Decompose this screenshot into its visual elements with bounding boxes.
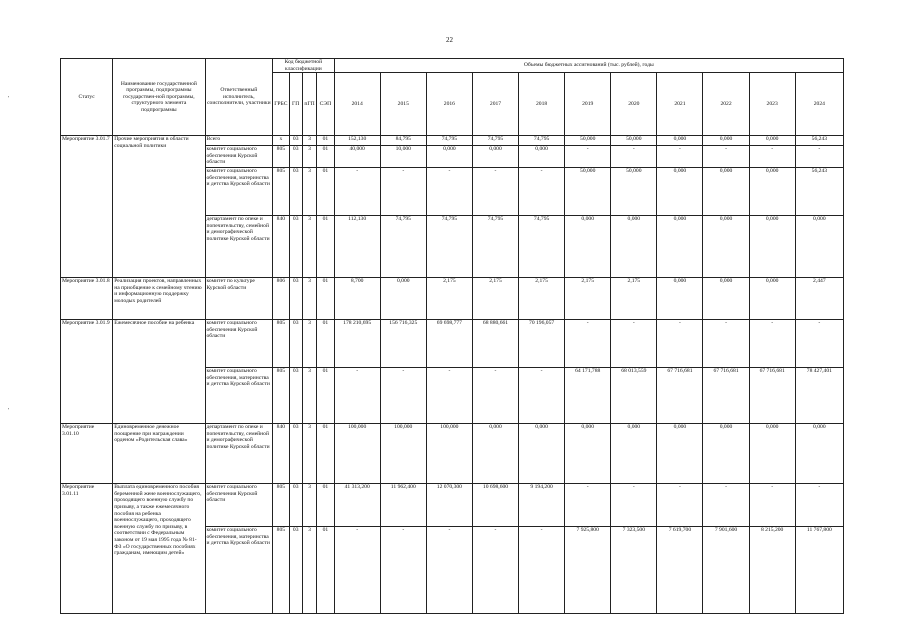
code-cell: 3 [302, 146, 316, 168]
value-cell: 74,795 [519, 216, 565, 278]
value-cell: 0,000 [472, 146, 518, 168]
code-cell: 03 [289, 424, 302, 484]
value-cell: 50,000 [611, 168, 657, 216]
header-year: 2021 [657, 73, 703, 136]
value-cell: 2,175 [472, 278, 518, 320]
value-cell: 69 698,777 [426, 320, 472, 368]
code-cell: 03 [289, 216, 302, 278]
code-cell: 01 [317, 146, 334, 168]
value-cell: 0,000 [795, 216, 843, 278]
value-cell: 0,000 [703, 136, 749, 146]
responsible-cell: комитет по культуре Курской области [205, 278, 273, 320]
value-cell: - [380, 168, 426, 216]
value-cell: - [519, 168, 565, 216]
value-cell: - [795, 484, 843, 527]
value-cell: 156 716,325 [380, 320, 426, 368]
header-year: 2024 [795, 73, 843, 136]
header-year: 2018 [519, 73, 565, 136]
value-cell: 10,000 [380, 146, 426, 168]
code-cell: 03 [289, 320, 302, 368]
value-cell: 67 716,681 [703, 368, 749, 424]
name-cell: Прочие мероприятия в области социальной политики [113, 136, 205, 278]
value-cell: - [519, 527, 565, 614]
value-cell: 40,000 [334, 146, 380, 168]
code-cell: 805 [273, 484, 289, 527]
code-cell: 01 [317, 424, 334, 484]
name-cell: Выплата единовременного пособия беременной жене военнослужащего, проходящего военную службу по призыву, а также ежемесячного пособия на ребенка военнослужащего, проходящего военную службу по призыву, в соответствии с Федеральным законом от 19 мая 1995 года № 81-ФЗ «О государственных пособиях гражданам, имеющим детей» [113, 484, 205, 614]
header-code-group: Код бюджетной классификации [273, 59, 334, 73]
header-year: 2022 [703, 73, 749, 136]
value-cell: - [519, 368, 565, 424]
value-cell: 78 427,401 [795, 368, 843, 424]
code-cell: 3 [302, 136, 316, 146]
value-cell: 0,000 [703, 424, 749, 484]
value-cell: - [749, 146, 795, 168]
code-cell: 01 [317, 527, 334, 614]
code-cell: 840 [273, 216, 289, 278]
value-cell: 0,000 [657, 424, 703, 484]
responsible-cell: комитет социального обеспечения Курской области [205, 320, 273, 368]
value-cell: 0,000 [749, 278, 795, 320]
header-year: 2015 [380, 73, 426, 136]
value-cell: 10 698,600 [472, 484, 518, 527]
value-cell: 0,000 [749, 168, 795, 216]
value-cell: 50,000 [611, 136, 657, 146]
value-cell: 0,000 [472, 424, 518, 484]
value-cell: - [703, 320, 749, 368]
responsible-cell: комитет социального обеспечения, материнства и детства Курской области [205, 527, 273, 614]
header-year: 2023 [749, 73, 795, 136]
value-cell: - [334, 168, 380, 216]
table-row [61, 320, 844, 368]
value-cell: 0,000 [749, 424, 795, 484]
responsible-cell: комитет социального обеспечения Курской области [205, 484, 273, 527]
value-cell: 74,795 [472, 216, 518, 278]
code-cell: 805 [273, 527, 289, 614]
responsible-cell: комитет социального обеспечения, материнства и детства Курской области [205, 368, 273, 424]
header-code-col: пГП [302, 73, 316, 136]
code-cell: 805 [273, 368, 289, 424]
value-cell: 0,000 [749, 216, 795, 278]
responsible-cell: комитет социального обеспечения Курской области [205, 146, 273, 168]
status-cell: Мероприятие 3.01.10 [61, 424, 113, 484]
header-code-col: СЭП [317, 73, 334, 136]
value-cell: - [380, 527, 426, 614]
value-cell: 0,000 [749, 136, 795, 146]
code-cell: 3 [302, 424, 316, 484]
value-cell: 100,000 [334, 424, 380, 484]
value-cell: - [657, 320, 703, 368]
header-code-col: ГРБС [273, 73, 289, 136]
value-cell: 178 210,695 [334, 320, 380, 368]
code-cell: 03 [289, 278, 302, 320]
value-cell: 0,000 [795, 424, 843, 484]
responsible-cell: департамент по опеке и попечительству, семейной и демографической политике Курской области [205, 424, 273, 484]
value-cell: 0,000 [703, 278, 749, 320]
value-cell: 68 013,559 [611, 368, 657, 424]
value-cell: - [334, 368, 380, 424]
code-cell: 805 [273, 168, 289, 216]
name-cell: Ежемесячное пособие на ребенка [113, 320, 205, 424]
header-year: 2016 [426, 73, 472, 136]
responsible-cell: департамент по опеке и попечительству, семейной и демографической политике Курской области [205, 216, 273, 278]
header-responsible: Ответственный исполнитель, соисполнители, участники [205, 59, 273, 136]
code-cell: 3 [302, 278, 316, 320]
value-cell: - [795, 146, 843, 168]
value-cell: 0,000 [703, 216, 749, 278]
value-cell: 74,795 [519, 136, 565, 146]
status-cell: Мероприятие 3.01.9 [61, 320, 113, 424]
code-cell: 01 [317, 168, 334, 216]
code-cell: 840 [273, 424, 289, 484]
code-cell: 03 [289, 136, 302, 146]
header-status: Статус [61, 59, 113, 136]
responsible-cell: Всего [205, 136, 273, 146]
header-year: 2017 [472, 73, 518, 136]
value-cell: 74,795 [426, 216, 472, 278]
value-cell: - [611, 484, 657, 527]
value-cell: 50,000 [565, 168, 611, 216]
value-cell: - [795, 320, 843, 368]
header-year: 2020 [611, 73, 657, 136]
code-cell: 3 [302, 216, 316, 278]
value-cell: - [472, 368, 518, 424]
value-cell: 8,700 [334, 278, 380, 320]
value-cell: 0,000 [565, 216, 611, 278]
value-cell: 70 196,057 [519, 320, 565, 368]
value-cell: 152,130 [334, 136, 380, 146]
margin-mark: ' [8, 408, 10, 414]
value-cell: 0,000 [657, 278, 703, 320]
value-cell: - [657, 146, 703, 168]
header-volumes: Объемы бюджетных ассигнований (тыс. рублей), годы [334, 59, 843, 73]
header-code-col: ГП [289, 73, 302, 136]
value-cell: 67 716,681 [657, 368, 703, 424]
header-name: Наименование государственной программы, подпрограммы государствен-ной программы, структурного элемента подпрограммы [113, 59, 205, 136]
value-cell: - [703, 146, 749, 168]
code-cell: 03 [289, 146, 302, 168]
value-cell: - [565, 320, 611, 368]
value-cell: 2,175 [426, 278, 472, 320]
margin-mark: ' [8, 96, 10, 102]
value-cell: - [334, 527, 380, 614]
value-cell: 2,447 [795, 278, 843, 320]
value-cell: 9 194,200 [519, 484, 565, 527]
responsible-cell: комитет социального обеспечения, материнства и детства Курской области [205, 168, 273, 216]
value-cell: 7 901,600 [703, 527, 749, 614]
value-cell: 0,000 [565, 424, 611, 484]
name-cell: Реализация проектов, направленных на приобщение к семейному чтению и информационную поддержку молодых родителей [113, 278, 205, 320]
code-cell: 01 [317, 278, 334, 320]
header-year: 2019 [565, 73, 611, 136]
value-cell: 67 716,681 [749, 368, 795, 424]
value-cell: 0,000 [611, 216, 657, 278]
value-cell: 74,795 [472, 136, 518, 146]
value-cell: 0,000 [519, 424, 565, 484]
value-cell: - [426, 168, 472, 216]
code-cell: 3 [302, 527, 316, 614]
value-cell: 0,000 [611, 424, 657, 484]
table-row [61, 484, 844, 527]
code-cell: 3 [302, 368, 316, 424]
code-cell: 01 [317, 368, 334, 424]
code-cell: 03 [289, 168, 302, 216]
code-cell: 3 [302, 320, 316, 368]
value-cell: - [703, 484, 749, 527]
value-cell: 7 619,700 [657, 527, 703, 614]
code-cell: 01 [317, 484, 334, 527]
value-cell: 11 962,400 [380, 484, 426, 527]
value-cell: 56,243 [795, 168, 843, 216]
value-cell: 41 313,200 [334, 484, 380, 527]
value-cell: 0,000 [657, 168, 703, 216]
page-number: 22 [446, 36, 453, 44]
budget-table [60, 58, 844, 614]
status-cell: Мероприятие 3.01.8 [61, 278, 113, 320]
value-cell: 56,243 [795, 136, 843, 146]
value-cell: 0,000 [703, 168, 749, 216]
value-cell: 12 070,300 [426, 484, 472, 527]
code-cell: 03 [289, 527, 302, 614]
code-cell: 805 [273, 146, 289, 168]
value-cell: 2,175 [519, 278, 565, 320]
table-row [61, 136, 844, 146]
value-cell: - [565, 484, 611, 527]
code-cell: х [273, 136, 289, 146]
value-cell: - [426, 368, 472, 424]
value-cell: 0,000 [380, 278, 426, 320]
status-cell: Мероприятие 3.01.7 [61, 136, 113, 278]
value-cell: 50,000 [565, 136, 611, 146]
code-cell: 01 [317, 320, 334, 368]
value-cell: - [749, 484, 795, 527]
header-year: 2014 [334, 73, 380, 136]
value-cell: 2,175 [565, 278, 611, 320]
value-cell: 64 171,788 [565, 368, 611, 424]
value-cell: 7 323,500 [611, 527, 657, 614]
value-cell: - [657, 484, 703, 527]
code-cell: 03 [289, 484, 302, 527]
code-cell: 3 [302, 168, 316, 216]
table-row [61, 424, 844, 484]
value-cell: - [611, 146, 657, 168]
value-cell: 0,000 [426, 146, 472, 168]
value-cell: - [380, 368, 426, 424]
value-cell: 74,795 [380, 216, 426, 278]
value-cell: 68 880,661 [472, 320, 518, 368]
value-cell: 84,795 [380, 136, 426, 146]
code-cell: 806 [273, 278, 289, 320]
value-cell: - [472, 168, 518, 216]
value-cell: - [426, 527, 472, 614]
value-cell: - [611, 320, 657, 368]
code-cell: 3 [302, 484, 316, 527]
value-cell: 0,000 [657, 136, 703, 146]
value-cell: 2,175 [611, 278, 657, 320]
value-cell: 8 215,200 [749, 527, 795, 614]
value-cell: 100,000 [426, 424, 472, 484]
value-cell: 112,130 [334, 216, 380, 278]
value-cell: 0,000 [519, 146, 565, 168]
value-cell: - [472, 527, 518, 614]
code-cell: 03 [289, 368, 302, 424]
status-cell: Мероприятие 3.01.11 [61, 484, 113, 614]
table-row [61, 278, 844, 320]
value-cell: 7 925,800 [565, 527, 611, 614]
value-cell: 0,000 [657, 216, 703, 278]
name-cell: Единовременное денежное поощрение при награждении орденом «Родительская слава» [113, 424, 205, 484]
code-cell: 805 [273, 320, 289, 368]
value-cell: 100,000 [380, 424, 426, 484]
value-cell: - [749, 320, 795, 368]
value-cell: - [565, 146, 611, 168]
value-cell: 11 767,800 [795, 527, 843, 614]
code-cell: 01 [317, 216, 334, 278]
code-cell: 01 [317, 136, 334, 146]
value-cell: 74,795 [426, 136, 472, 146]
